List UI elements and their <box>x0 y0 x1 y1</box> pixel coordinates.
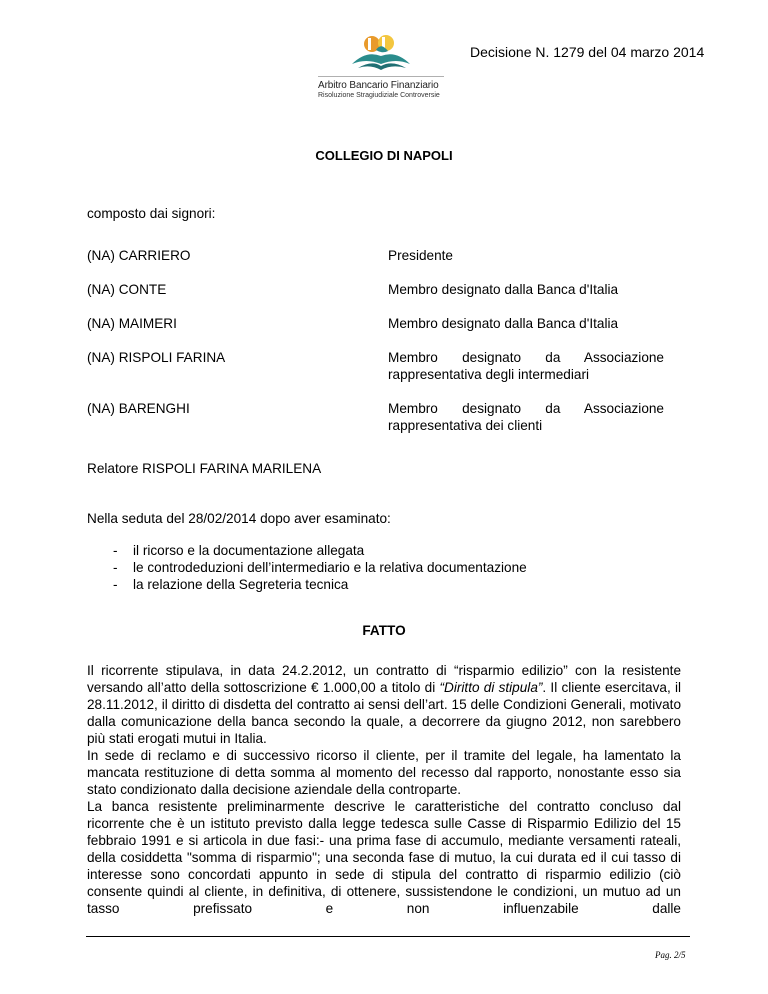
member-name: (NA) CARRIERO <box>87 248 191 263</box>
member-name: (NA) CONTE <box>87 282 167 297</box>
member-role <box>388 400 664 434</box>
footer-divider <box>86 936 690 937</box>
member-name: (NA) BARENGHI <box>87 401 190 416</box>
relatore: Relatore RISPOLI FARINA MARILENA <box>87 461 322 476</box>
member-role: Presidente <box>388 248 453 263</box>
member-name: (NA) MAIMERI <box>87 316 177 331</box>
collegio-title: COLLEGIO DI NAPOLI <box>315 148 453 163</box>
decision-number: Decisione N. 1279 del 04 marzo 2014 <box>470 44 705 60</box>
member-role: Membro designato dalla Banca d'Italia <box>388 316 619 331</box>
abf-logo <box>318 34 458 104</box>
logo-name: Arbitro Bancario Finanziario <box>318 80 439 91</box>
esaminati-list <box>113 542 527 593</box>
list-item: - il ricorso e la documentazione allegata <box>113 543 365 558</box>
list-item: - le controdeduzioni dell’intermediario e la relativa documentazione <box>113 560 527 575</box>
paragraph: In sede di reclamo e di successivo ricorso il cliente, per il tramite del legale, ha lamentato la mancata restituzione di detta somma al momento del recesso dal rapporto, nonostante esso sia stato condizionato dalla decisione aziendale della controparte. <box>87 748 681 797</box>
member-role-line: Membro designato da Associazione <box>388 401 664 416</box>
logo-subtitle: Risoluzione Stragiudiziale Controversie <box>318 92 440 99</box>
fatto-heading: FATTO <box>362 623 406 638</box>
member-role <box>388 349 664 383</box>
page-number: Pag. 2/5 <box>655 950 686 960</box>
paragraph: La banca resistente preliminarmente descrive le caratteristiche del contratto concluso dal ricorrente che è un istituto previsto dalla legge tedesca sulle Casse di Risparmio Edilizio del 15 febbraio 1991 e si articola in due fasi:- una prima fase di accumulo, mediante versamenti rateali, della cosiddetta "somma di risparmio"; una seconda fase di mutuo, la cui durata ed il cui tasso di interesse sono concordati appunto in sede di stipula del contratto di risparmio edilizio (ciò consente quindi al cliente, in definitiva, di ottenere, sussistendone le condizioni, un mutuo ad un tasso prefissato e non influenzabile dalle <box>87 799 681 916</box>
member-role: Membro designato dalla Banca d'Italia <box>388 282 619 297</box>
member-role-line: rappresentativa degli intermediari <box>388 367 589 382</box>
abf-logo-icon <box>348 34 414 76</box>
seduta-intro: Nella seduta del 28/02/2014 dopo aver esaminato: <box>87 511 391 526</box>
member-role-line: Membro designato da Associazione <box>388 350 664 365</box>
composto-label: composto dai signori: <box>87 206 216 221</box>
fatto-body <box>87 662 681 917</box>
list-item: - la relazione della Segreteria tecnica <box>113 577 349 592</box>
paragraph: Il ricorrente stipulava, in data 24.2.2012, un contratto di “risparmio edilizio” con la resistente versando all’atto della sottoscrizione € 1.000,00 a titolo di “Diritto di stipula”. Il cliente esercitava, il 28.11.2012, il diritto di disdetta del contratto ai sensi dell’art. 15 delle Condizioni Generali, motivato dalla comunicazione della banca secondo la quale, a decorrere da giugno 2012, non sarebbero più stati erogati mutui in Italia. <box>87 663 682 746</box>
member-name: (NA) RISPOLI FARINA <box>87 350 226 365</box>
logo-divider <box>318 76 444 77</box>
member-role-line: rappresentativa dei clienti <box>388 418 543 433</box>
